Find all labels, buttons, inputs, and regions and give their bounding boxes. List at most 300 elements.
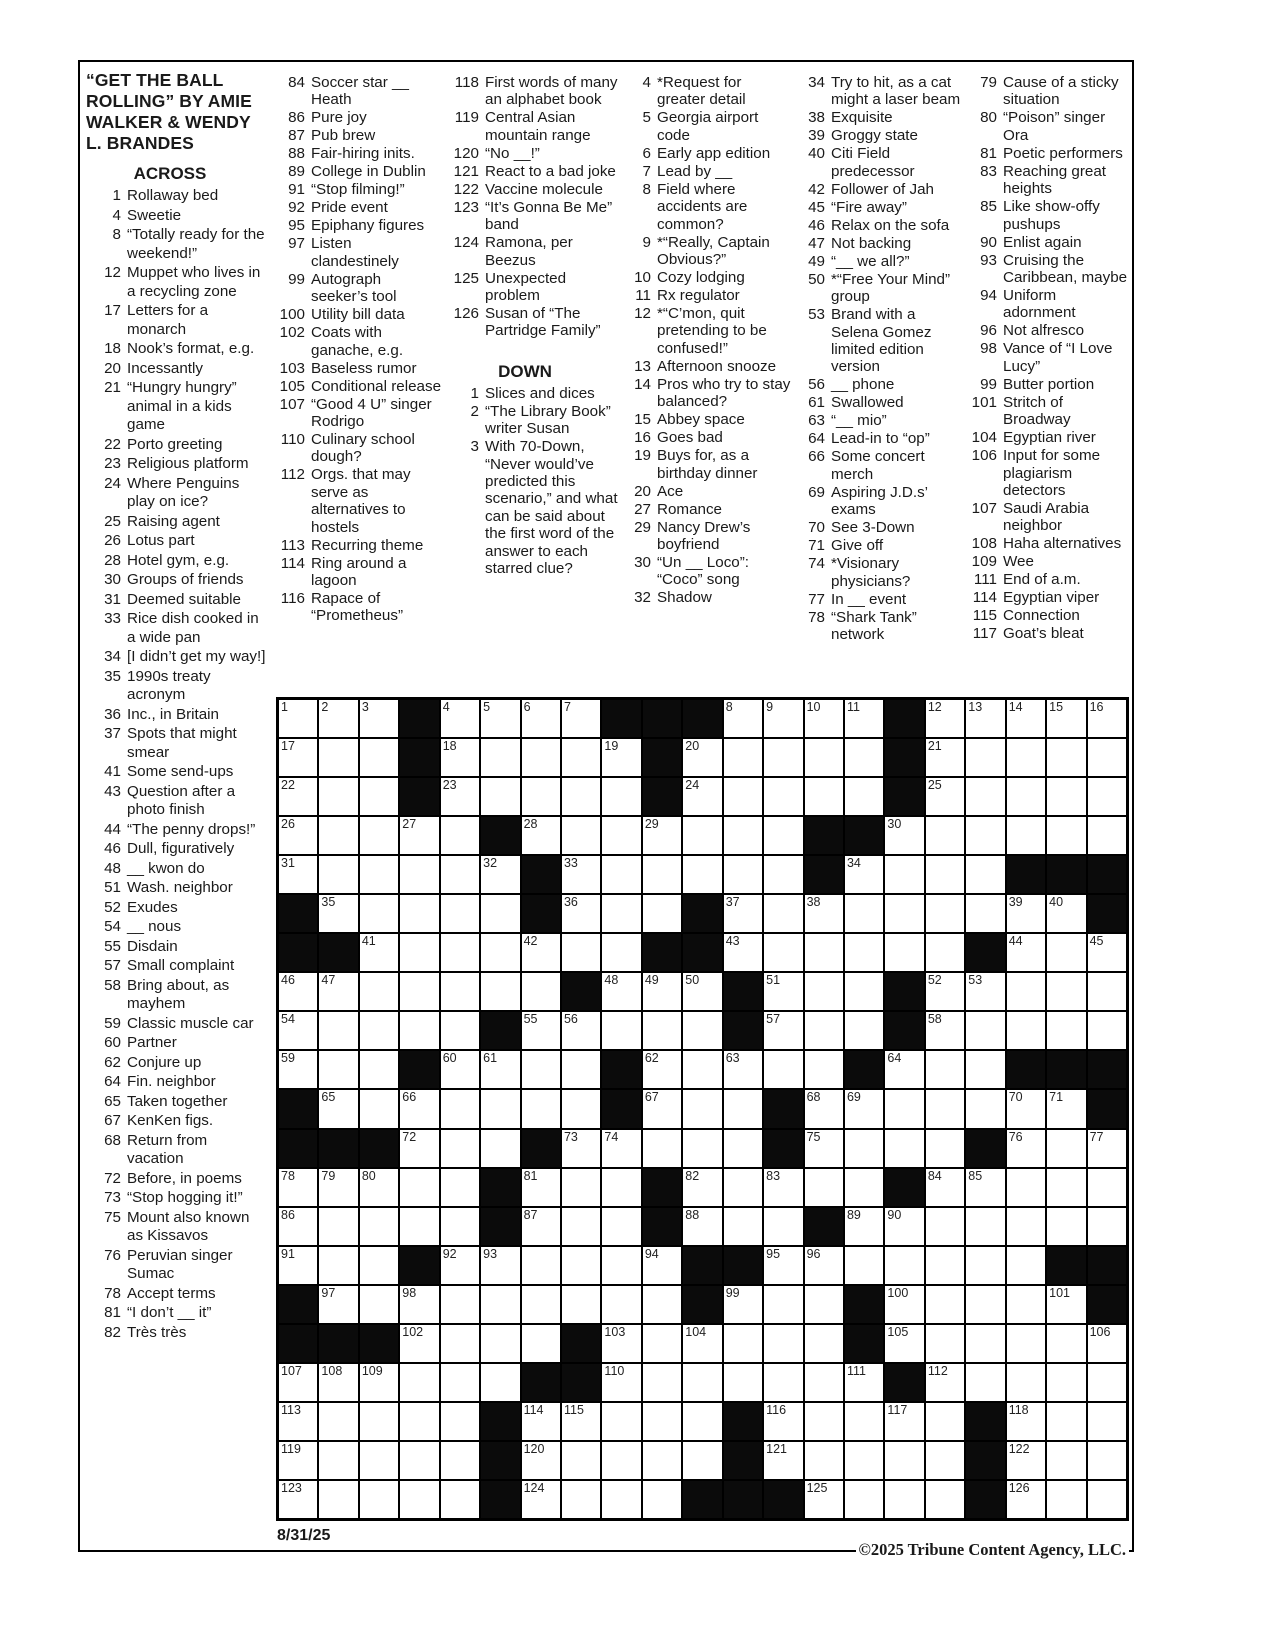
grid-cell[interactable] xyxy=(601,1402,641,1441)
grid-cell[interactable] xyxy=(318,1363,358,1402)
grid-cell[interactable] xyxy=(440,933,480,972)
grid-cell[interactable] xyxy=(804,1402,844,1441)
grid-cell[interactable] xyxy=(521,699,561,738)
grid-cell[interactable] xyxy=(925,894,965,933)
grid-cell[interactable] xyxy=(763,933,803,972)
grid-cell[interactable] xyxy=(561,1402,601,1441)
grid-cell[interactable] xyxy=(925,1402,965,1441)
grid-cell[interactable] xyxy=(1087,1129,1127,1168)
grid-cell[interactable] xyxy=(1006,1129,1046,1168)
grid-cell[interactable] xyxy=(763,1168,803,1207)
grid-cell[interactable] xyxy=(1087,816,1127,855)
grid-cell[interactable] xyxy=(1087,1441,1127,1480)
grid-cell[interactable] xyxy=(723,738,763,777)
grid-cell[interactable] xyxy=(682,1207,722,1246)
grid-cell[interactable] xyxy=(480,1285,520,1324)
grid-cell[interactable] xyxy=(561,894,601,933)
grid-cell[interactable] xyxy=(1006,894,1046,933)
grid-cell[interactable] xyxy=(682,777,722,816)
grid-cell[interactable] xyxy=(440,1480,480,1519)
grid-cell[interactable] xyxy=(723,1089,763,1128)
grid-cell[interactable] xyxy=(359,894,399,933)
grid-cell[interactable] xyxy=(1046,1168,1086,1207)
grid-cell[interactable] xyxy=(359,1089,399,1128)
grid-cell[interactable] xyxy=(844,1402,884,1441)
grid-cell[interactable] xyxy=(278,1402,318,1441)
grid-cell[interactable] xyxy=(723,1168,763,1207)
grid-cell[interactable] xyxy=(521,777,561,816)
grid-cell[interactable] xyxy=(601,894,641,933)
grid-cell[interactable] xyxy=(642,816,682,855)
grid-cell[interactable] xyxy=(844,855,884,894)
grid-cell[interactable] xyxy=(925,1441,965,1480)
grid-cell[interactable] xyxy=(965,1168,1005,1207)
grid-cell[interactable] xyxy=(682,1441,722,1480)
grid-cell[interactable] xyxy=(440,1441,480,1480)
grid-cell[interactable] xyxy=(844,1011,884,1050)
grid-cell[interactable] xyxy=(359,1441,399,1480)
grid-cell[interactable] xyxy=(1006,1363,1046,1402)
grid-cell[interactable] xyxy=(359,699,399,738)
grid-cell[interactable] xyxy=(1006,933,1046,972)
grid-cell[interactable] xyxy=(601,1168,641,1207)
grid-cell[interactable] xyxy=(1046,699,1086,738)
grid-cell[interactable] xyxy=(521,1089,561,1128)
grid-cell[interactable] xyxy=(844,1168,884,1207)
grid-cell[interactable] xyxy=(642,1324,682,1363)
grid-cell[interactable] xyxy=(844,777,884,816)
grid-cell[interactable] xyxy=(804,933,844,972)
grid-cell[interactable] xyxy=(399,1168,439,1207)
grid-cell[interactable] xyxy=(601,855,641,894)
grid-cell[interactable] xyxy=(1006,972,1046,1011)
grid-cell[interactable] xyxy=(440,1324,480,1363)
grid-cell[interactable] xyxy=(480,1363,520,1402)
grid-cell[interactable] xyxy=(440,699,480,738)
grid-cell[interactable] xyxy=(804,1363,844,1402)
grid-cell[interactable] xyxy=(925,1246,965,1285)
grid-cell[interactable] xyxy=(763,1050,803,1089)
grid-cell[interactable] xyxy=(1046,933,1086,972)
grid-cell[interactable] xyxy=(925,1011,965,1050)
grid-cell[interactable] xyxy=(884,1050,924,1089)
grid-cell[interactable] xyxy=(642,1246,682,1285)
grid-cell[interactable] xyxy=(1006,1402,1046,1441)
grid-cell[interactable] xyxy=(561,1246,601,1285)
grid-cell[interactable] xyxy=(1087,972,1127,1011)
grid-cell[interactable] xyxy=(844,1207,884,1246)
grid-cell[interactable] xyxy=(844,1480,884,1519)
grid-cell[interactable] xyxy=(440,855,480,894)
grid-cell[interactable] xyxy=(682,972,722,1011)
grid-cell[interactable] xyxy=(601,972,641,1011)
grid-cell[interactable] xyxy=(682,855,722,894)
grid-cell[interactable] xyxy=(1046,1207,1086,1246)
grid-cell[interactable] xyxy=(763,816,803,855)
grid-cell[interactable] xyxy=(925,1324,965,1363)
grid-cell[interactable] xyxy=(804,1089,844,1128)
grid-cell[interactable] xyxy=(278,972,318,1011)
grid-cell[interactable] xyxy=(1006,1246,1046,1285)
grid-cell[interactable] xyxy=(561,1168,601,1207)
grid-cell[interactable] xyxy=(359,1246,399,1285)
grid-cell[interactable] xyxy=(521,1050,561,1089)
grid-cell[interactable] xyxy=(965,972,1005,1011)
grid-cell[interactable] xyxy=(965,855,1005,894)
grid-cell[interactable] xyxy=(440,1129,480,1168)
grid-cell[interactable] xyxy=(480,972,520,1011)
grid-cell[interactable] xyxy=(723,855,763,894)
grid-cell[interactable] xyxy=(480,894,520,933)
grid-cell[interactable] xyxy=(1087,1324,1127,1363)
grid-cell[interactable] xyxy=(480,1050,520,1089)
grid-cell[interactable] xyxy=(844,1089,884,1128)
grid-cell[interactable] xyxy=(480,738,520,777)
grid-cell[interactable] xyxy=(682,1324,722,1363)
grid-cell[interactable] xyxy=(763,777,803,816)
grid-cell[interactable] xyxy=(804,699,844,738)
grid-cell[interactable] xyxy=(682,1129,722,1168)
grid-cell[interactable] xyxy=(521,1480,561,1519)
grid-cell[interactable] xyxy=(844,894,884,933)
grid-cell[interactable] xyxy=(521,1441,561,1480)
grid-cell[interactable] xyxy=(480,1324,520,1363)
grid-cell[interactable] xyxy=(278,777,318,816)
grid-cell[interactable] xyxy=(601,1363,641,1402)
grid-cell[interactable] xyxy=(925,777,965,816)
grid-cell[interactable] xyxy=(1087,1011,1127,1050)
grid-cell[interactable] xyxy=(965,1363,1005,1402)
grid-cell[interactable] xyxy=(763,1363,803,1402)
grid-cell[interactable] xyxy=(359,816,399,855)
grid-cell[interactable] xyxy=(1046,1129,1086,1168)
grid-cell[interactable] xyxy=(278,816,318,855)
grid-cell[interactable] xyxy=(399,972,439,1011)
grid-cell[interactable] xyxy=(804,894,844,933)
grid-cell[interactable] xyxy=(440,972,480,1011)
grid-cell[interactable] xyxy=(318,1285,358,1324)
grid-cell[interactable] xyxy=(601,1480,641,1519)
grid-cell[interactable] xyxy=(1087,1363,1127,1402)
grid-cell[interactable] xyxy=(521,1324,561,1363)
grid-cell[interactable] xyxy=(399,1324,439,1363)
grid-cell[interactable] xyxy=(763,1246,803,1285)
grid-cell[interactable] xyxy=(359,1285,399,1324)
grid-cell[interactable] xyxy=(561,816,601,855)
grid-cell[interactable] xyxy=(925,1050,965,1089)
grid-cell[interactable] xyxy=(642,1050,682,1089)
grid-cell[interactable] xyxy=(601,1441,641,1480)
grid-cell[interactable] xyxy=(642,894,682,933)
grid-cell[interactable] xyxy=(804,777,844,816)
grid-cell[interactable] xyxy=(1046,1285,1086,1324)
grid-cell[interactable] xyxy=(521,1207,561,1246)
grid-cell[interactable] xyxy=(278,738,318,777)
grid-cell[interactable] xyxy=(642,855,682,894)
grid-cell[interactable] xyxy=(763,972,803,1011)
grid-cell[interactable] xyxy=(399,1480,439,1519)
grid-cell[interactable] xyxy=(521,1402,561,1441)
grid-cell[interactable] xyxy=(601,777,641,816)
grid-cell[interactable] xyxy=(1087,699,1127,738)
grid-cell[interactable] xyxy=(804,1011,844,1050)
grid-cell[interactable] xyxy=(318,777,358,816)
grid-cell[interactable] xyxy=(642,1011,682,1050)
grid-cell[interactable] xyxy=(723,1324,763,1363)
grid-cell[interactable] xyxy=(965,1285,1005,1324)
grid-cell[interactable] xyxy=(1046,777,1086,816)
grid-cell[interactable] xyxy=(399,1285,439,1324)
grid-cell[interactable] xyxy=(359,933,399,972)
grid-cell[interactable] xyxy=(965,1207,1005,1246)
grid-cell[interactable] xyxy=(925,738,965,777)
grid-cell[interactable] xyxy=(925,816,965,855)
grid-cell[interactable] xyxy=(318,1168,358,1207)
grid-cell[interactable] xyxy=(682,1050,722,1089)
grid-cell[interactable] xyxy=(884,1089,924,1128)
grid-cell[interactable] xyxy=(642,1363,682,1402)
grid-cell[interactable] xyxy=(1087,1168,1127,1207)
grid-cell[interactable] xyxy=(601,1129,641,1168)
grid-cell[interactable] xyxy=(682,738,722,777)
grid-cell[interactable] xyxy=(561,699,601,738)
grid-cell[interactable] xyxy=(844,1441,884,1480)
grid-cell[interactable] xyxy=(1087,1480,1127,1519)
grid-cell[interactable] xyxy=(318,1050,358,1089)
grid-cell[interactable] xyxy=(1087,738,1127,777)
grid-cell[interactable] xyxy=(399,855,439,894)
grid-cell[interactable] xyxy=(318,1246,358,1285)
grid-cell[interactable] xyxy=(925,1480,965,1519)
grid-cell[interactable] xyxy=(682,1011,722,1050)
grid-cell[interactable] xyxy=(723,1285,763,1324)
grid-cell[interactable] xyxy=(884,1207,924,1246)
grid-cell[interactable] xyxy=(1006,699,1046,738)
grid-cell[interactable] xyxy=(359,1011,399,1050)
grid-cell[interactable] xyxy=(965,1246,1005,1285)
grid-cell[interactable] xyxy=(399,1402,439,1441)
grid-cell[interactable] xyxy=(440,894,480,933)
grid-cell[interactable] xyxy=(318,894,358,933)
grid-cell[interactable] xyxy=(642,1402,682,1441)
grid-cell[interactable] xyxy=(318,855,358,894)
grid-cell[interactable] xyxy=(359,738,399,777)
grid-cell[interactable] xyxy=(804,1246,844,1285)
grid-cell[interactable] xyxy=(804,1480,844,1519)
grid-cell[interactable] xyxy=(925,1285,965,1324)
grid-cell[interactable] xyxy=(440,1285,480,1324)
grid-cell[interactable] xyxy=(399,933,439,972)
grid-cell[interactable] xyxy=(440,777,480,816)
grid-cell[interactable] xyxy=(318,1011,358,1050)
grid-cell[interactable] xyxy=(521,738,561,777)
grid-cell[interactable] xyxy=(965,738,1005,777)
grid-cell[interactable] xyxy=(480,777,520,816)
grid-cell[interactable] xyxy=(1046,1324,1086,1363)
grid-cell[interactable] xyxy=(682,816,722,855)
grid-cell[interactable] xyxy=(642,1129,682,1168)
grid-cell[interactable] xyxy=(763,1324,803,1363)
grid-cell[interactable] xyxy=(1087,1207,1127,1246)
grid-cell[interactable] xyxy=(1046,1363,1086,1402)
grid-cell[interactable] xyxy=(884,816,924,855)
grid-cell[interactable] xyxy=(763,894,803,933)
grid-cell[interactable] xyxy=(318,699,358,738)
grid-cell[interactable] xyxy=(521,1285,561,1324)
grid-cell[interactable] xyxy=(925,1129,965,1168)
grid-cell[interactable] xyxy=(763,1285,803,1324)
grid-cell[interactable] xyxy=(682,1363,722,1402)
grid-cell[interactable] xyxy=(1046,1441,1086,1480)
grid-cell[interactable] xyxy=(440,1246,480,1285)
grid-cell[interactable] xyxy=(844,1129,884,1168)
grid-cell[interactable] xyxy=(723,1363,763,1402)
grid-cell[interactable] xyxy=(278,1168,318,1207)
grid-cell[interactable] xyxy=(601,1324,641,1363)
grid-cell[interactable] xyxy=(561,1050,601,1089)
grid-cell[interactable] xyxy=(278,1363,318,1402)
grid-cell[interactable] xyxy=(763,699,803,738)
grid-cell[interactable] xyxy=(561,1441,601,1480)
grid-cell[interactable] xyxy=(440,1089,480,1128)
grid-cell[interactable] xyxy=(480,933,520,972)
grid-cell[interactable] xyxy=(925,699,965,738)
grid-cell[interactable] xyxy=(399,1441,439,1480)
grid-cell[interactable] xyxy=(440,1363,480,1402)
grid-cell[interactable] xyxy=(601,816,641,855)
grid-cell[interactable] xyxy=(440,1402,480,1441)
grid-cell[interactable] xyxy=(1087,1402,1127,1441)
grid-cell[interactable] xyxy=(844,1363,884,1402)
grid-cell[interactable] xyxy=(480,1089,520,1128)
grid-cell[interactable] xyxy=(804,972,844,1011)
grid-cell[interactable] xyxy=(561,777,601,816)
grid-cell[interactable] xyxy=(723,699,763,738)
grid-cell[interactable] xyxy=(925,1168,965,1207)
grid-cell[interactable] xyxy=(884,1246,924,1285)
grid-cell[interactable] xyxy=(318,1402,358,1441)
grid-cell[interactable] xyxy=(723,1050,763,1089)
grid-cell[interactable] xyxy=(723,816,763,855)
grid-cell[interactable] xyxy=(1046,738,1086,777)
grid-cell[interactable] xyxy=(804,1050,844,1089)
grid-cell[interactable] xyxy=(318,972,358,1011)
grid-cell[interactable] xyxy=(278,1246,318,1285)
grid-cell[interactable] xyxy=(884,1285,924,1324)
grid-cell[interactable] xyxy=(278,1050,318,1089)
grid-cell[interactable] xyxy=(601,1207,641,1246)
grid-cell[interactable] xyxy=(601,1285,641,1324)
grid-cell[interactable] xyxy=(723,1207,763,1246)
grid-cell[interactable] xyxy=(1006,1324,1046,1363)
grid-cell[interactable] xyxy=(480,855,520,894)
grid-cell[interactable] xyxy=(561,1480,601,1519)
grid-cell[interactable] xyxy=(1006,1168,1046,1207)
grid-cell[interactable] xyxy=(1046,1480,1086,1519)
grid-cell[interactable] xyxy=(521,1246,561,1285)
grid-cell[interactable] xyxy=(440,1050,480,1089)
grid-cell[interactable] xyxy=(399,1129,439,1168)
grid-cell[interactable] xyxy=(844,972,884,1011)
grid-cell[interactable] xyxy=(1046,972,1086,1011)
grid-cell[interactable] xyxy=(723,933,763,972)
grid-cell[interactable] xyxy=(925,972,965,1011)
grid-cell[interactable] xyxy=(844,738,884,777)
grid-cell[interactable] xyxy=(521,933,561,972)
grid-cell[interactable] xyxy=(844,933,884,972)
grid-cell[interactable] xyxy=(278,855,318,894)
grid-cell[interactable] xyxy=(601,933,641,972)
grid-cell[interactable] xyxy=(318,1207,358,1246)
grid-cell[interactable] xyxy=(480,1129,520,1168)
grid-cell[interactable] xyxy=(1006,1441,1046,1480)
grid-cell[interactable] xyxy=(965,1050,1005,1089)
grid-cell[interactable] xyxy=(1006,1285,1046,1324)
grid-cell[interactable] xyxy=(884,1441,924,1480)
grid-cell[interactable] xyxy=(723,1129,763,1168)
grid-cell[interactable] xyxy=(601,1246,641,1285)
grid-cell[interactable] xyxy=(440,1168,480,1207)
grid-cell[interactable] xyxy=(521,972,561,1011)
grid-cell[interactable] xyxy=(965,777,1005,816)
grid-cell[interactable] xyxy=(1046,894,1086,933)
grid-cell[interactable] xyxy=(561,1285,601,1324)
grid-cell[interactable] xyxy=(965,1324,1005,1363)
grid-cell[interactable] xyxy=(763,1441,803,1480)
grid-cell[interactable] xyxy=(804,1285,844,1324)
grid-cell[interactable] xyxy=(561,1129,601,1168)
grid-cell[interactable] xyxy=(1006,1480,1046,1519)
grid-cell[interactable] xyxy=(521,1011,561,1050)
grid-cell[interactable] xyxy=(965,1011,1005,1050)
grid-cell[interactable] xyxy=(804,738,844,777)
grid-cell[interactable] xyxy=(1006,777,1046,816)
grid-cell[interactable] xyxy=(925,1207,965,1246)
grid-cell[interactable] xyxy=(965,699,1005,738)
grid-cell[interactable] xyxy=(682,1402,722,1441)
grid-cell[interactable] xyxy=(763,1402,803,1441)
grid-cell[interactable] xyxy=(723,777,763,816)
grid-cell[interactable] xyxy=(884,894,924,933)
grid-cell[interactable] xyxy=(399,894,439,933)
grid-cell[interactable] xyxy=(601,738,641,777)
grid-cell[interactable] xyxy=(1046,1402,1086,1441)
grid-cell[interactable] xyxy=(399,1011,439,1050)
grid-cell[interactable] xyxy=(359,1480,399,1519)
grid-cell[interactable] xyxy=(1006,1011,1046,1050)
grid-cell[interactable] xyxy=(884,855,924,894)
grid-cell[interactable] xyxy=(278,1011,318,1050)
grid-cell[interactable] xyxy=(763,1011,803,1050)
grid-cell[interactable] xyxy=(480,699,520,738)
grid-cell[interactable] xyxy=(763,855,803,894)
grid-cell[interactable] xyxy=(601,1011,641,1050)
grid-cell[interactable] xyxy=(1087,933,1127,972)
grid-cell[interactable] xyxy=(763,1207,803,1246)
grid-cell[interactable] xyxy=(561,1207,601,1246)
grid-cell[interactable] xyxy=(359,1402,399,1441)
grid-cell[interactable] xyxy=(804,1441,844,1480)
grid-cell[interactable] xyxy=(318,1441,358,1480)
grid-cell[interactable] xyxy=(844,699,884,738)
grid-cell[interactable] xyxy=(318,1480,358,1519)
grid-cell[interactable] xyxy=(440,1207,480,1246)
grid-cell[interactable] xyxy=(359,1168,399,1207)
grid-cell[interactable] xyxy=(521,816,561,855)
grid-cell[interactable] xyxy=(561,1089,601,1128)
grid-cell[interactable] xyxy=(1046,1011,1086,1050)
grid-cell[interactable] xyxy=(278,1480,318,1519)
